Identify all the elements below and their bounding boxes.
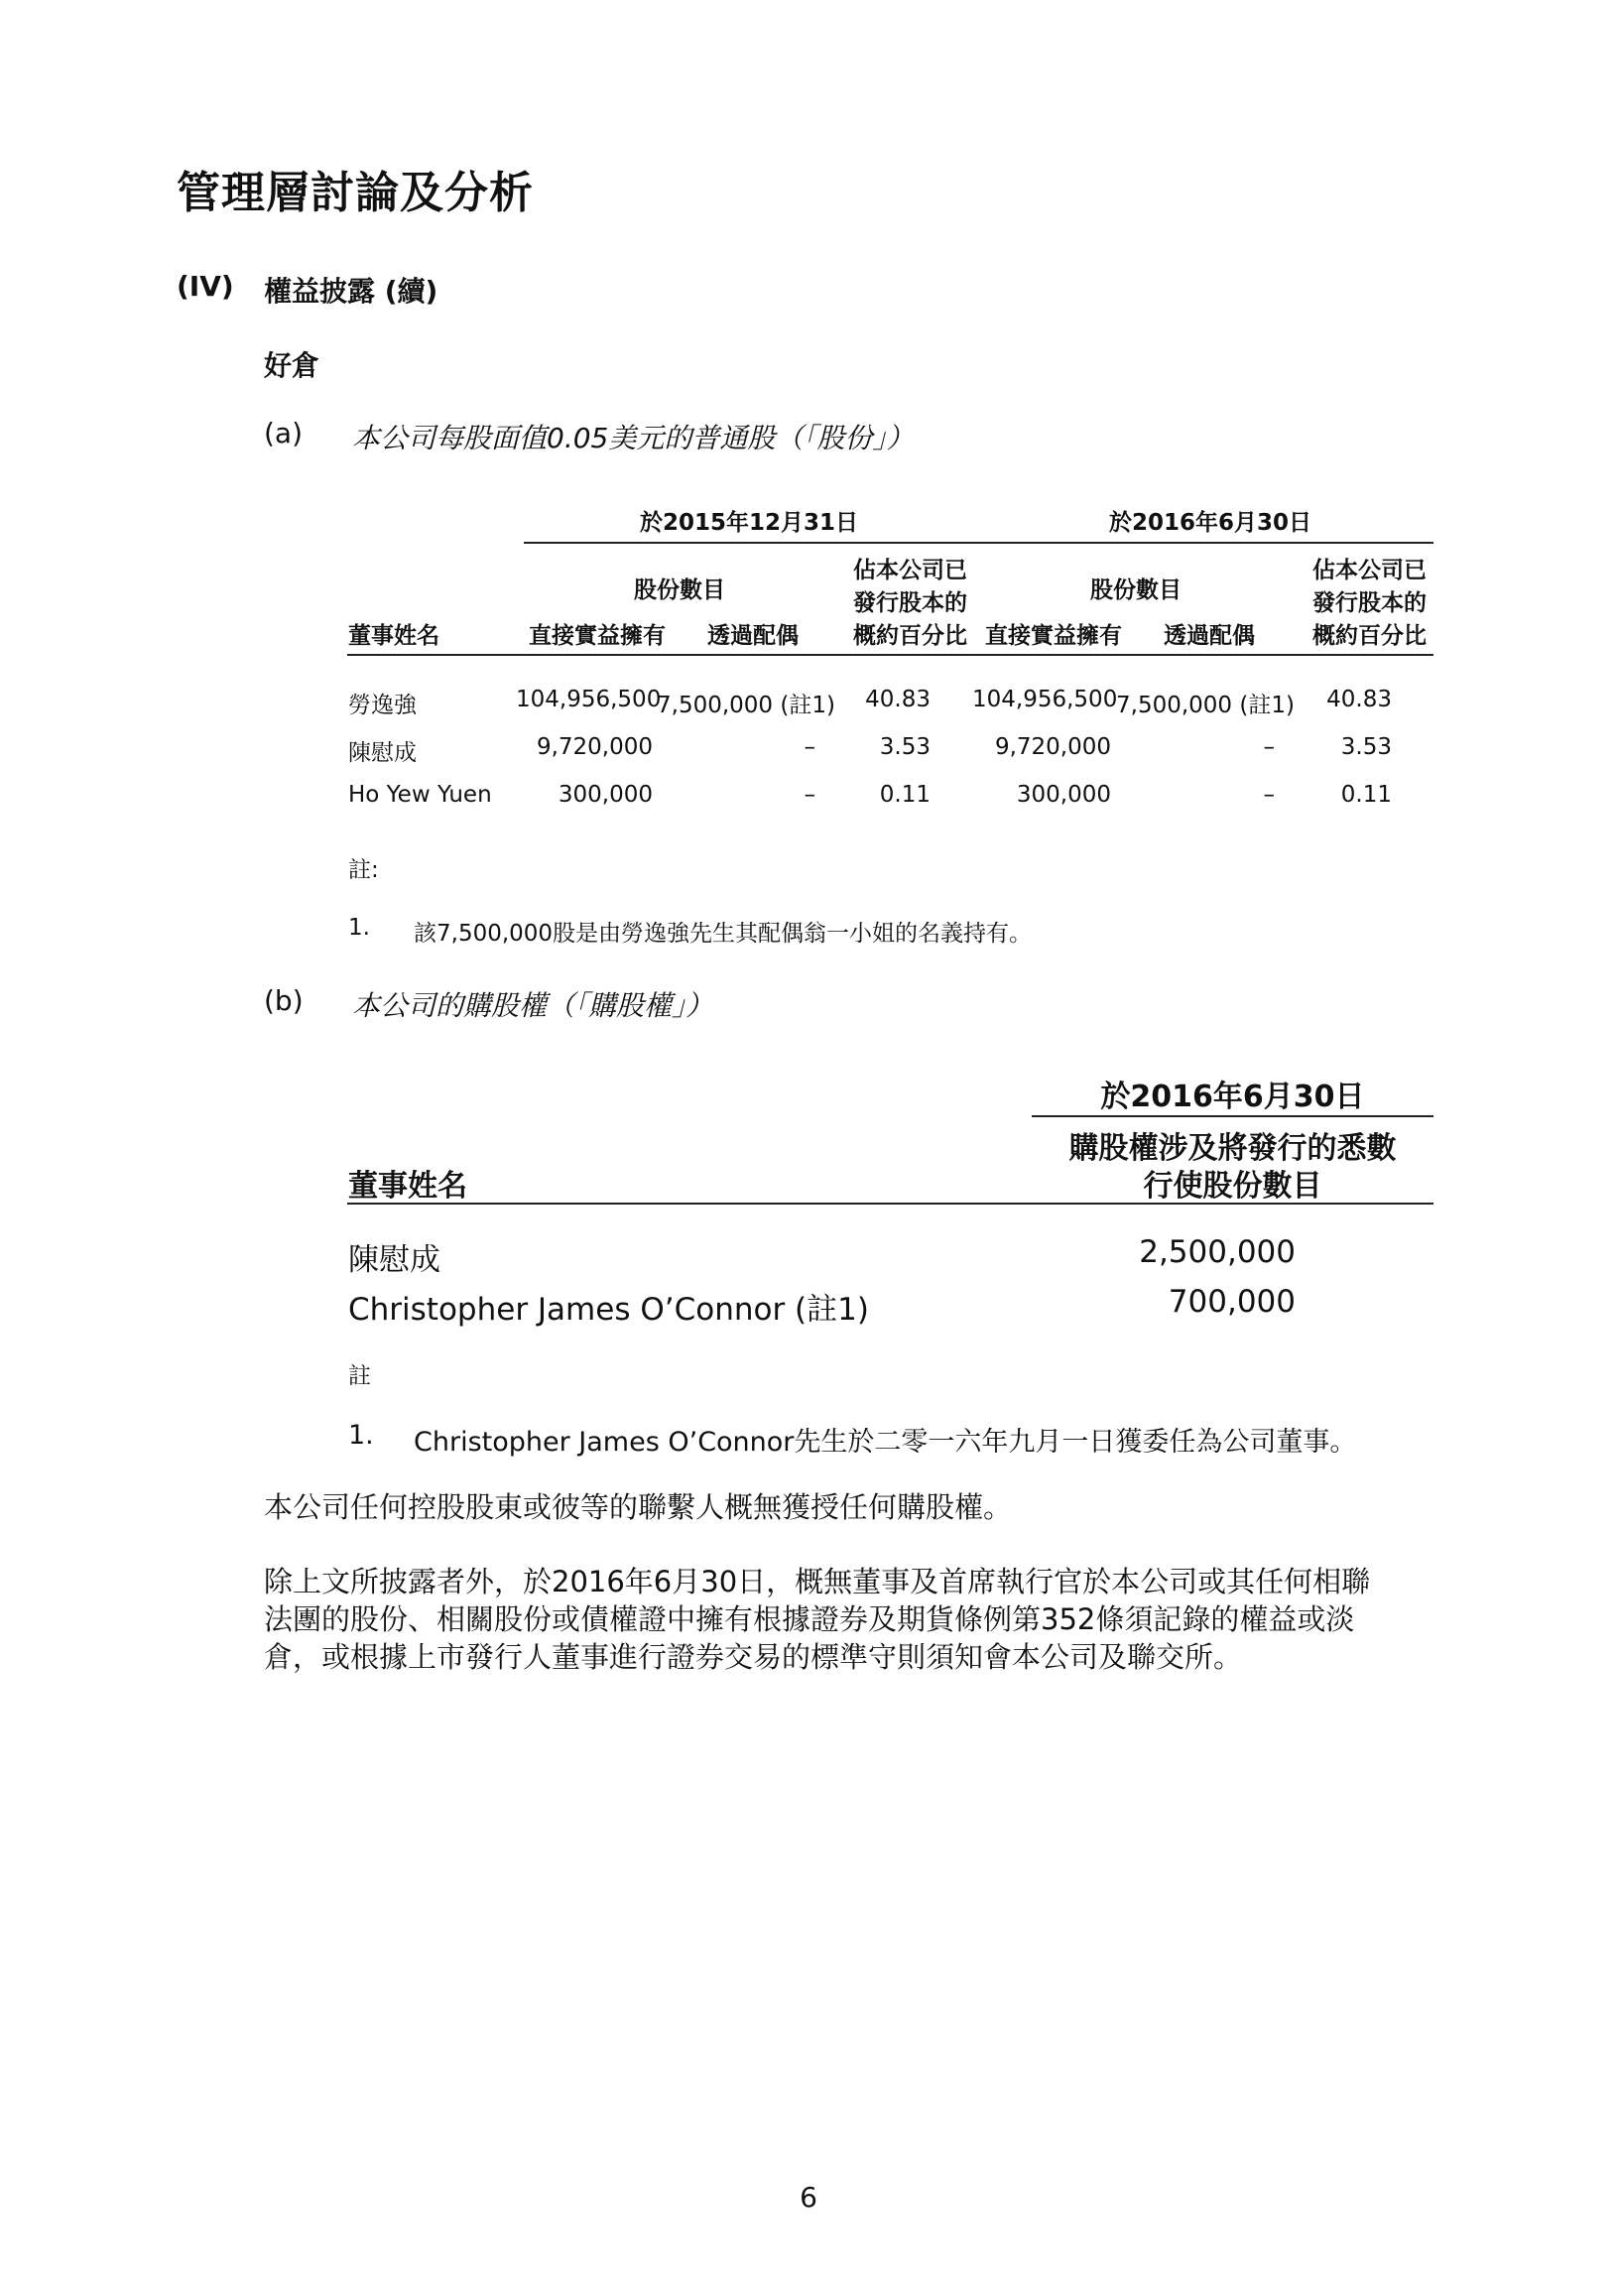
shares-header-2: 股份數目 (1090, 577, 1182, 603)
paragraph-1: 本公司任何控股股東或彼等的聯繫人概無獲授任何購股權。 (264, 1490, 1013, 1524)
pct-header-1-l2: 發行股本的 (853, 590, 967, 616)
option-row-name: 陳慰成 (348, 1242, 440, 1278)
note-text-b: Christopher James O’Connor先生於二零一六年九月一日獲委任為公司董事。 (414, 1427, 1357, 1458)
spouse-header-1: 透過配偶 (707, 623, 799, 649)
direct-header-1: 直接實益擁有 (529, 623, 666, 649)
shares-header-1: 股份數目 (634, 577, 725, 603)
note-number-b: 1. (348, 1420, 374, 1451)
paragraph-2-line-1: 除上文所披露者外，於2016年6月30日，概無董事及首席執行官於本公司或其任何相聯 (264, 1565, 1371, 1598)
table-cell: – (1263, 734, 1275, 760)
period-underline (524, 542, 1433, 544)
part-a-title: 本公司每股面值0.05美元的普通股（「股份」） (352, 422, 915, 454)
part-b-period-underline (1032, 1115, 1433, 1117)
option-row-name: Christopher James O’Connor (註1) (348, 1292, 869, 1328)
table-cell: – (804, 782, 815, 808)
note-text-a: 該7,500,000股是由勞逸強先生其配偶翁一小姐的名義持有。 (414, 921, 1033, 947)
part-b-label: (b) (264, 984, 304, 1017)
section-title: 權益披露 (續) (264, 275, 438, 308)
table-row-name: 陳慰成 (348, 740, 417, 766)
part-b-director-header: 董事姓名 (348, 1169, 467, 1204)
section-number: (IV) (177, 270, 234, 303)
header-underline (347, 654, 1433, 656)
period2-header: 於2016年6月30日 (1108, 510, 1312, 536)
part-b-header-underline (347, 1203, 1433, 1205)
subsection-title: 好倉 (264, 349, 320, 382)
table-cell: 9,720,000 (994, 734, 1111, 760)
table-cell: 300,000 (1016, 782, 1111, 808)
table-cell: 104,956,500 (516, 687, 662, 712)
table-row-name: 勞逸強 (348, 693, 417, 718)
part-b-col-head-l2: 行使股份數目 (1143, 1169, 1322, 1204)
table-cell: 40.83 (865, 687, 931, 712)
table-cell: 0.11 (879, 782, 931, 808)
table-cell: 300,000 (558, 782, 653, 808)
table-row-name: Ho Yew Yuen (348, 782, 492, 808)
pct-header-2-l3: 概約百分比 (1312, 623, 1427, 649)
table-cell: 7,500,000 (註1) (657, 693, 835, 718)
part-b-title: 本公司的購股權（「購股權」） (352, 989, 714, 1022)
table-cell: 7,500,000 (註1) (1116, 693, 1295, 718)
note-label-a: 註: (348, 857, 379, 883)
note-number-a: 1. (348, 915, 370, 941)
table-cell: 104,956,500 (972, 687, 1118, 712)
period1-header: 於2015年12月31日 (639, 510, 859, 536)
note-label-b: 註 (348, 1363, 371, 1389)
page-number: 6 (800, 2181, 817, 2214)
director-name-header: 董事姓名 (348, 623, 439, 649)
option-row-value: 2,500,000 (1139, 1234, 1296, 1270)
spouse-header-2: 透過配偶 (1164, 623, 1255, 649)
table-cell: 40.83 (1326, 687, 1392, 712)
pct-header-2-l1: 佔本公司已 (1312, 558, 1427, 583)
page-title: 管理層討論及分析 (177, 168, 534, 218)
pct-header-2-l2: 發行股本的 (1312, 590, 1427, 616)
table-cell: – (1263, 782, 1275, 808)
direct-header-2: 直接實益擁有 (985, 623, 1122, 649)
part-a-label: (a) (264, 417, 304, 449)
table-cell: – (804, 734, 815, 760)
part-b-period: 於2016年6月30日 (1100, 1080, 1365, 1114)
pct-header-1-l1: 佔本公司已 (853, 558, 967, 583)
paragraph-2-line-3: 倉，或根據上市發行人董事進行證券交易的標準守則須知會本公司及聯交所。 (264, 1640, 1243, 1674)
table-cell: 0.11 (1340, 782, 1392, 808)
table-cell: 3.53 (1340, 734, 1392, 760)
pct-header-1-l3: 概約百分比 (853, 623, 967, 649)
part-b-col-head-l1: 購股權涉及將發行的悉數 (1068, 1131, 1397, 1166)
paragraph-2-line-2: 法團的股份、相關股份或債權證中擁有根據證券及期貨條例第352條須記錄的權益或淡 (264, 1602, 1355, 1636)
table-cell: 3.53 (879, 734, 931, 760)
option-row-value: 700,000 (1168, 1284, 1296, 1320)
table-cell: 9,720,000 (536, 734, 653, 760)
